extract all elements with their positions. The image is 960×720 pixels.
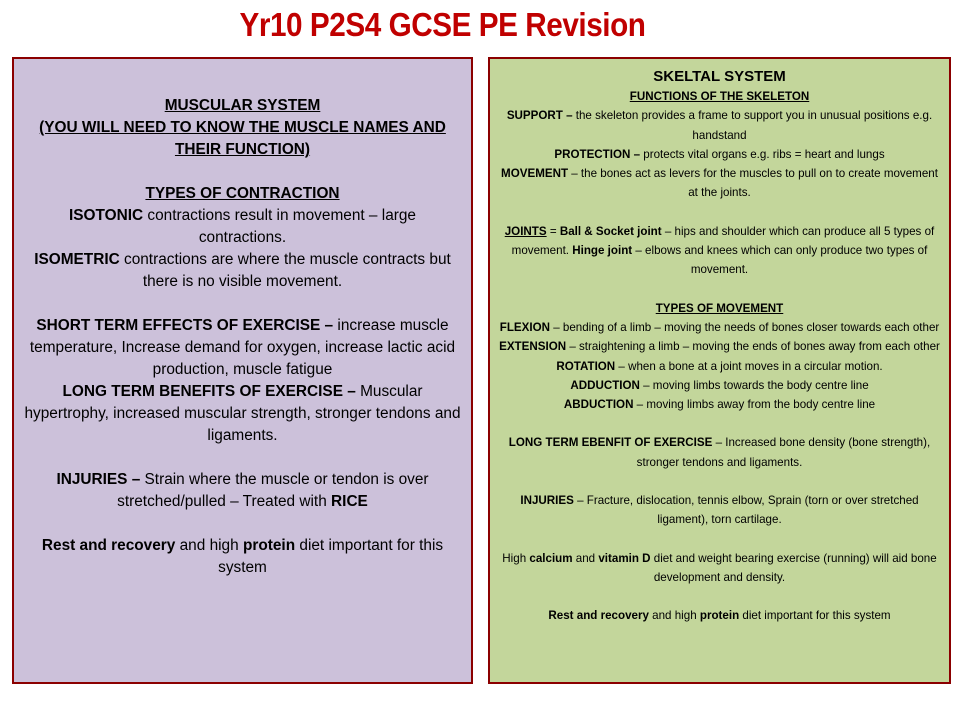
movement-types-heading: TYPES OF MOVEMENT (655, 301, 784, 315)
skeletal-heading: SKELTAL SYSTEM (653, 68, 786, 85)
page-title: Yr10 P2S4 GCSE PE Revision (239, 6, 646, 43)
contraction-heading: TYPES OF CONTRACTION (145, 185, 340, 202)
skeletal-injuries-term: INJURIES (520, 494, 574, 508)
joints-paragraph: JOINTS = Ball & Socket joint – hips and shoulder which can produce all 5 types of movement. Hinge joint – elbows and knees which can only produce two types of movement. (504, 224, 935, 277)
hinge-term: Hinge joint (572, 244, 633, 258)
muscular-subheading: (YOU WILL NEED TO KNOW THE MUSCLE NAMES AND THEIR FUNCTION) (39, 119, 446, 158)
extension-paragraph: EXTENSION – straightening a limb – moving the ends of bones away from each other (499, 340, 940, 354)
skeletal-injuries-paragraph: INJURIES – Fracture, dislocation, tennis elbow, Sprain (torn or over stretched ligament), torn cartilage. (520, 494, 919, 527)
isometric-term: ISOMETRIC (34, 251, 120, 268)
abduction-paragraph: ABDUCTION – moving limbs away from the body centre line (563, 398, 876, 412)
functions-heading: FUNCTIONS OF THE SKELETON (629, 90, 810, 103)
diet-paragraph: High calcium and vitamin D diet and weight bearing exercise (running) will aid bone development and density. (502, 551, 937, 584)
injuries-term: INJURIES – (56, 471, 141, 488)
long-term-benefit-term: LONG TERM EBENFIT OF EXERCISE (508, 436, 713, 450)
long-term-paragraph: LONG TERM BENEFITS OF EXERCISE – Muscular hypertrophy, increased muscular strength, stronger tendons and ligaments. (24, 383, 461, 444)
short-term-term: SHORT TERM EFFECTS OF EXERCISE – (36, 317, 334, 334)
protein-term: protein (242, 537, 296, 554)
extension-term: EXTENSION (499, 340, 567, 354)
ball-socket-term: Ball & Socket joint (559, 224, 662, 238)
long-term-term: LONG TERM BENEFITS OF EXERCISE – (62, 383, 356, 400)
skeletal-rest-paragraph: Rest and recovery and high protein diet important for this system (548, 609, 891, 623)
rotation-paragraph: ROTATION – when a bone at a joint moves in a circular motion. (556, 359, 883, 373)
joints-term: JOINTS (504, 224, 547, 238)
calcium-term: calcium (529, 551, 573, 565)
rest-paragraph: Rest and recovery and high protein diet important for this system (41, 537, 444, 576)
movement-term: MOVEMENT (501, 167, 569, 181)
adduction-term: ADDUCTION (570, 378, 640, 392)
support-paragraph: SUPPORT – the skeleton provides a frame to support you in unusual positions e.g. handstand (506, 109, 933, 142)
injuries-paragraph: INJURIES – Strain where the muscle or tendon is over stretched/pulled – Treated with RICE (56, 471, 429, 510)
vitamin-d-term: vitamin D (598, 551, 651, 565)
rest-term: Rest and recovery (41, 537, 176, 554)
protection-term: PROTECTION – (554, 147, 641, 161)
long-term-benefit-paragraph: LONG TERM EBENFIT OF EXERCISE – Increased bone density (bone strength), stronger tendons and ligaments. (508, 436, 931, 469)
skeletal-system-panel (488, 57, 951, 684)
abduction-term: ABDUCTION (563, 398, 634, 412)
rice-term: RICE (331, 493, 368, 510)
short-term-paragraph: SHORT TERM EFFECTS OF EXERCISE – increase muscle temperature, Increase demand for oxygen, increase lactic acid production, muscle fatigue (29, 317, 456, 378)
muscular-heading: MUSCULAR SYSTEM (164, 97, 321, 114)
flexion-term: FLEXION (499, 320, 550, 334)
isotonic-paragraph: ISOTONIC contractions result in movement – large contractions. (68, 207, 416, 246)
protection-paragraph: PROTECTION – protects vital organs e.g. ribs = heart and lungs (554, 147, 885, 161)
support-term: SUPPORT – (506, 109, 573, 123)
movement-paragraph: MOVEMENT – the bones act as levers for the muscles to pull on to create movement at the joints. (501, 167, 938, 200)
skeletal-rest-term: Rest and recovery (548, 609, 649, 623)
isometric-paragraph: ISOMETRIC contractions are where the muscle contracts but there is no visible movement. (34, 251, 451, 290)
adduction-paragraph: ADDUCTION – moving limbs towards the body centre line (570, 378, 869, 392)
skeletal-protein-term: protein (699, 609, 740, 623)
rotation-term: ROTATION (556, 359, 616, 373)
flexion-paragraph: FLEXION – bending of a limb – moving the needs of bones closer towards each other (499, 320, 940, 334)
isotonic-term: ISOTONIC (68, 207, 144, 224)
muscular-system-panel (12, 57, 473, 684)
